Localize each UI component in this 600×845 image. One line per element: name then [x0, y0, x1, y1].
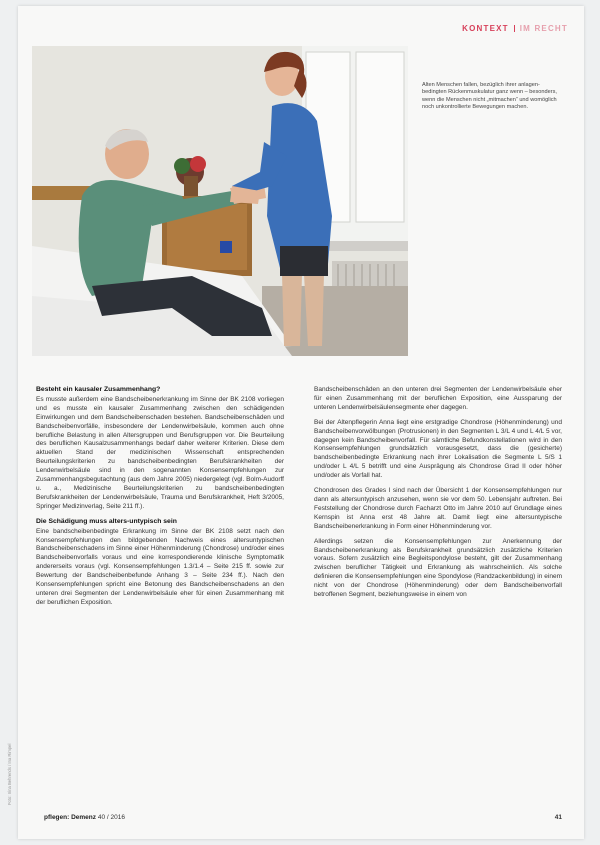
subheading-age: Die Schädigung muss alters-untypisch sein [36, 517, 177, 525]
paragraph: Allerdings setzen die Konsensempfehlungen zur Anerkennung der Bandscheibenerkrankung als Berufskrankheit grundsätzlich zusätzliche Kriterien voraus. Sofern zusätzlich eine Begleitspondylose besteht, gilt der Zusammenhang zwischen beruflicher Tätigkeit und Erkrankung als wahrscheinlich. Als solche definieren die Konsensempfehlungen eine Spondylose (Randzackenbildung) in einem nicht von der Chondrose (Höhenminderung) oder dem Bandscheibenvorfall betroffenen Segment, beziehungsweise in einem von [314, 537, 562, 599]
footer-magazine [44, 814, 125, 821]
column-left [36, 386, 284, 614]
section-header [462, 24, 568, 33]
header-section: IM RECHT [519, 24, 568, 33]
photo-caption: Alten Menschen fallen, bezüglich ihrer anlagen-bedingten Rückenmuskulatur ganz wenn – besonders, wenn die Menschen nicht „mitmachen“ und womöglich noch unkontrollierte Bewegungen machen. [422, 82, 557, 110]
care-photo [32, 46, 408, 356]
paragraph: Eine bandscheibenbedingte Erkrankung im Sinne der BK 2108 setzt nach den Konsensempfehlungen den bildgebenden Nachweis eines altersuntypischen Bandscheibenschadens im Sinne einer Höhenminderung (Chondrose) und/oder eines Bandscheibenvorfalls voraus und eine korrespondierende klinische Symptomatik andererseits voraus (vgl. Konsensempfehlungen 1.3/1.4 – Seite 215 ff. sowie zur Bewertung der Bandscheibenbefunde Anhang 3 – Seite 234 ff.). Nach den Konsensempfehlungen spricht eine Betonung des Bandscheibenschadens an den unteren drei Segmenten der Lendenwirbelsäule eher für einen Zusammenhang mit der beruflichen Exposition. [36, 527, 284, 606]
subheading-causal: Besteht ein kausaler Zusammenhang? [36, 386, 161, 393]
footer-magazine-name: pflegen: Demenz [44, 814, 97, 821]
header-kicker: KONTEXT [462, 24, 509, 33]
magazine-page [18, 6, 584, 839]
paragraph: Bei der Altenpflegerin Anna liegt eine erstgradige Chondrose (Höhenminderung) und Bandscheibenvorwölbungen (Protrusionen) in den Segmenten L 3/L 4 und L 4/L 5 vor, dagegen kein Bandscheibenvorfall. Für sämtliche Befundkonstellationen wird in den Konsensempfehlungen grundsätzlich vorausgesetzt, dass die (gesicherte) bandscheibenbedingte Erkrankung nach ihrer Lokalisation die Segmente L 5/S 1 und/oder L 4/L 5 betrifft und eine Ausprägung als Chondrose Grad II oder höher und/oder als Vorfall hat. [314, 418, 562, 480]
footer-issue: 40 / 2016 [97, 814, 125, 821]
page-number: 41 [554, 814, 562, 821]
paragraph: Bandscheibenschäden an den unteren drei Segmenten der Lendenwirbelsäule eher für einen Zusammenhang mit der beruflichen Exposition, eine Aussparung der unteren Lendenwirbelsäulensegmente eher dagegen. [314, 386, 562, 411]
paragraph: Es musste außerdem eine Bandscheibenerkrankung im Sinne der BK 2108 vorliegen und es musste ein kausaler Zusammenhang zwischen den schädigenden Einwirkungen und dem Bandscheibenschaden bestehen. Bandscheibenschäden und Bandscheibenvorfälle, insbesondere der Lendenwirbelsäule, kommen auch ohne berufliche Belastung in allen Altersgruppen und Berufsgruppen vor. Die Beurteilung des beruflichen Kausalzusammenhangs bedarf daher weiterer Kriterien. Diese dem aktuellen Stand der medizinischen Wissenschaft entsprechenden Beurteilungskriterien zu bandscheibenbedingten Berufskrankheiten der Lendenwirbelsäule sind in den sogenannten Konsensempfehlungen zur Zusammenhangsbegutachtung (aus dem Jahre 2005) niedergelegt (vgl. Bolm-Audorff u. a., Medizinische Beurteilungskriterien zu bandscheibenbedingten Berufskrankheiten der Lendenwirbelsäule, Trauma und Berufskrankheit, Heft 3/2005, Springer Medizinverlag, Seite 211 ff.). [36, 395, 284, 510]
photo-credit [5, 690, 15, 810]
paragraph: Chondrosen des Grades I sind nach der Übersicht 1 der Konsensempfehlungen nur dann als altersuntypisch anzusehen, wenn sie vor dem 50. Lebensjahr auftreten. Bei Feststellung der Chondrose durch Facharzt Otto im Jahre 2010 auf Grundlage eines Kernspin ist Anna erst 48 Jahre alt. Damit liegt eine altersuntypische Bandscheibenerkrankung in Form einer Höhenminderung vor. [314, 487, 562, 530]
photo-credit-text: Foto: Irina Behrends / Ina Rimpel [7, 743, 12, 805]
column-right [314, 386, 562, 606]
photo-illustration [32, 46, 408, 356]
